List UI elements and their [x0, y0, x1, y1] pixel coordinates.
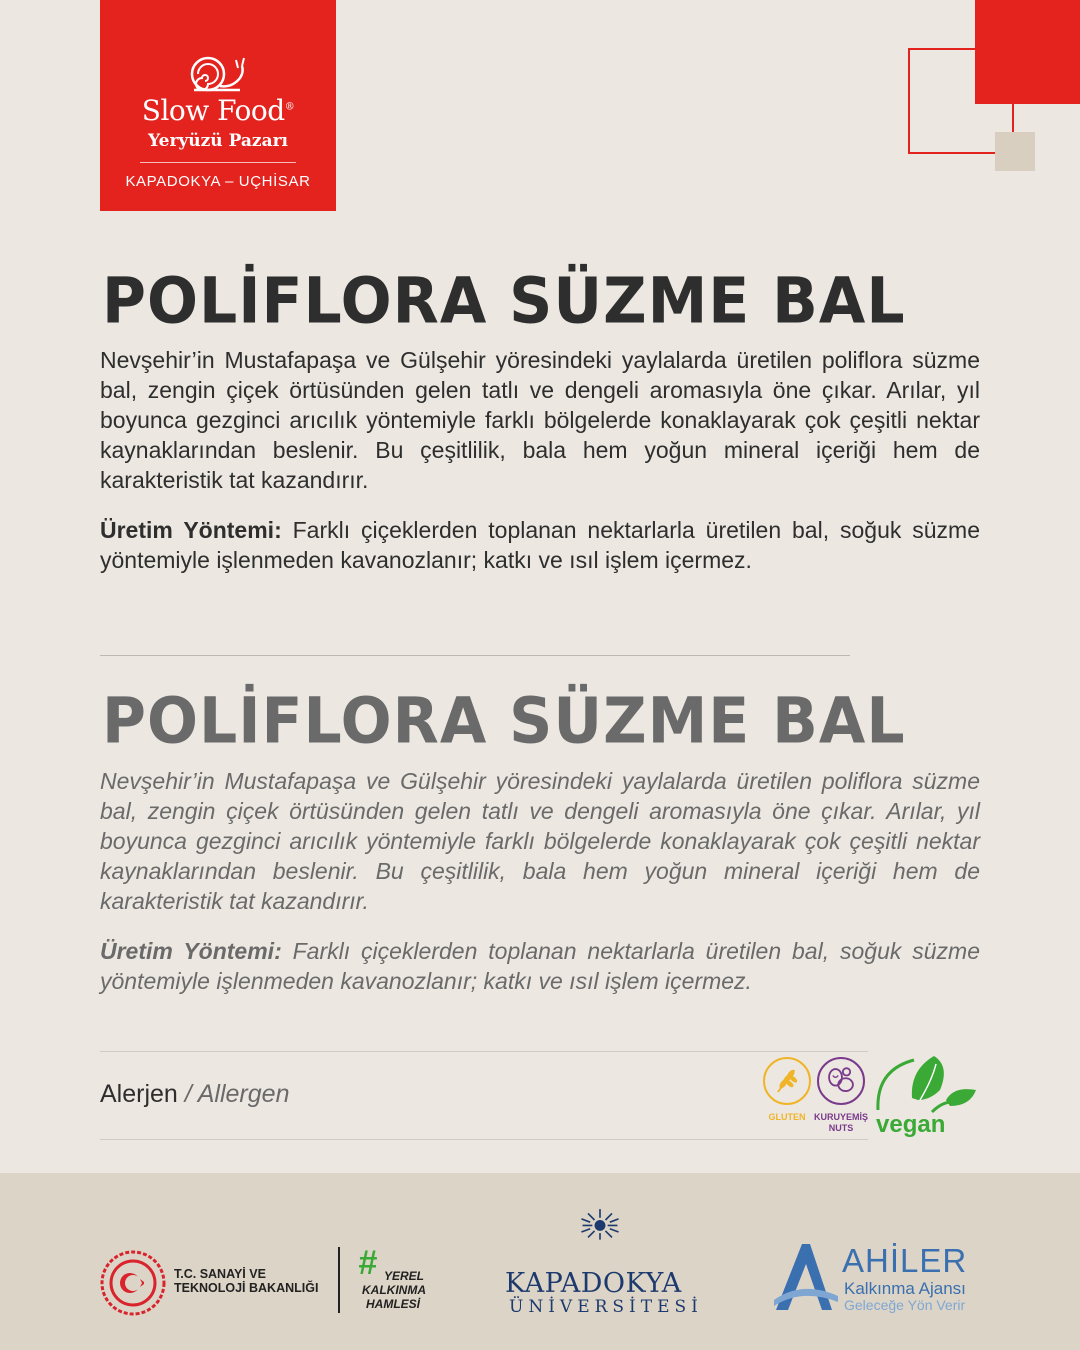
ahiler-tagline: Geleceğe Yön Verir	[844, 1297, 966, 1313]
svg-text:YEREL: YEREL	[384, 1269, 425, 1283]
university-name: KAPADOKYA	[505, 1268, 682, 1299]
wheat-icon	[763, 1057, 811, 1105]
gluten-label: GLUTEN	[768, 1112, 806, 1122]
snail-icon	[186, 54, 248, 98]
production-method-label-secondary: Üretim Yöntemi:	[100, 938, 282, 964]
section-divider	[100, 655, 850, 656]
slow-food-logo	[100, 0, 336, 211]
allergen-top-divider	[100, 1051, 868, 1052]
production-method-text: Farklı çiçeklerden toplanan nektarlarla üretilen bal, soğuk süzme yöntemiyle işlenmeden kavanozlanır; katkı ve ısıl işlem içermez.	[100, 517, 981, 573]
ahiler-logo-icon	[772, 1240, 842, 1312]
product-title: POLİFLORA SÜZME BAL	[102, 264, 906, 339]
brand-name: Slow Food®	[141, 94, 295, 127]
yerel-kalkinma-hamlesi-logo	[358, 1248, 438, 1316]
svg-text:KALKINMA: KALKINMA	[362, 1283, 426, 1297]
allergen-bottom-divider	[100, 1139, 868, 1140]
brand-location: KAPADOKYA – UÇHİSAR	[125, 173, 311, 190]
product-description: Nevşehir’in Mustafapaşa ve Gülşehir yöresindeki yaylalarda üretilen poliflora süzme bal, zengin çiçek örtüsünden gelen tatlı ve dengeli aromasıyla öne çıkar. Arılar, yıl boyunca gezginci arıcılık yöntemiyle farklı bölgelerde konaklayarak çok çeşitli nektar kaynaklarından beslenir. Bu çeşitlilik, bala hem yoğun mineral içeriği hem de karakteristik tat kazandırır.	[100, 347, 980, 493]
decor-beige-square	[995, 132, 1035, 171]
svg-text:vegan: vegan	[876, 1111, 946, 1138]
vegan-icon	[872, 1050, 982, 1138]
brand-subtitle: Yeryüzü Pazarı	[147, 131, 289, 151]
product-title-secondary: POLİFLORA SÜZME BAL	[102, 684, 906, 759]
kapadokya-university-emblem	[500, 1208, 700, 1268]
university-subtitle: ÜNİVERSİTESİ	[509, 1297, 703, 1317]
nuts-label: KURUYEMİŞ NUTS	[813, 1112, 868, 1133]
ahiler-subtitle: Kalkınma Ajansı	[844, 1279, 966, 1298]
production-method-secondary	[100, 936, 980, 996]
nut-icon	[817, 1057, 865, 1105]
svg-text:#: #	[358, 1248, 377, 1282]
svg-text:HAMLESİ: HAMLESİ	[366, 1297, 420, 1311]
production-method-text-secondary: Farklı çiçeklerden toplanan nektarlarla üretilen bal, soğuk süzme yöntemiyle işlenmeden kavanozlanır; katkı ve ısıl işlem içermez.	[100, 938, 981, 994]
ministry-seal-icon	[100, 1250, 166, 1316]
logo-divider	[140, 162, 296, 163]
product-description-secondary: Nevşehir’in Mustafapaşa ve Gülşehir yöresindeki yaylalarda üretilen poliflora süzme bal, zengin çiçek örtüsünden gelen tatlı ve dengeli aromasıyla öne çıkar. Arılar, yıl boyunca gezginci arıcılık yöntemiyle farklı bölgelerde konaklayarak çok çeşitli nektar kaynaklarından beslenir. Bu çeşitlilik, bala hem yoğun mineral içeriği hem de karakteristik tat kazandırır.	[100, 768, 980, 914]
footer-separator	[338, 1247, 340, 1313]
ahiler-name: AHİLER	[842, 1242, 968, 1279]
ministry-name: T.C. SANAYİ VE TEKNOLOJİ BAKANLIĞI	[174, 1267, 319, 1295]
production-method	[100, 515, 980, 575]
production-method-label: Üretim Yöntemi:	[100, 517, 282, 543]
allergen-label: Alerjen / Allergen	[100, 1080, 290, 1108]
